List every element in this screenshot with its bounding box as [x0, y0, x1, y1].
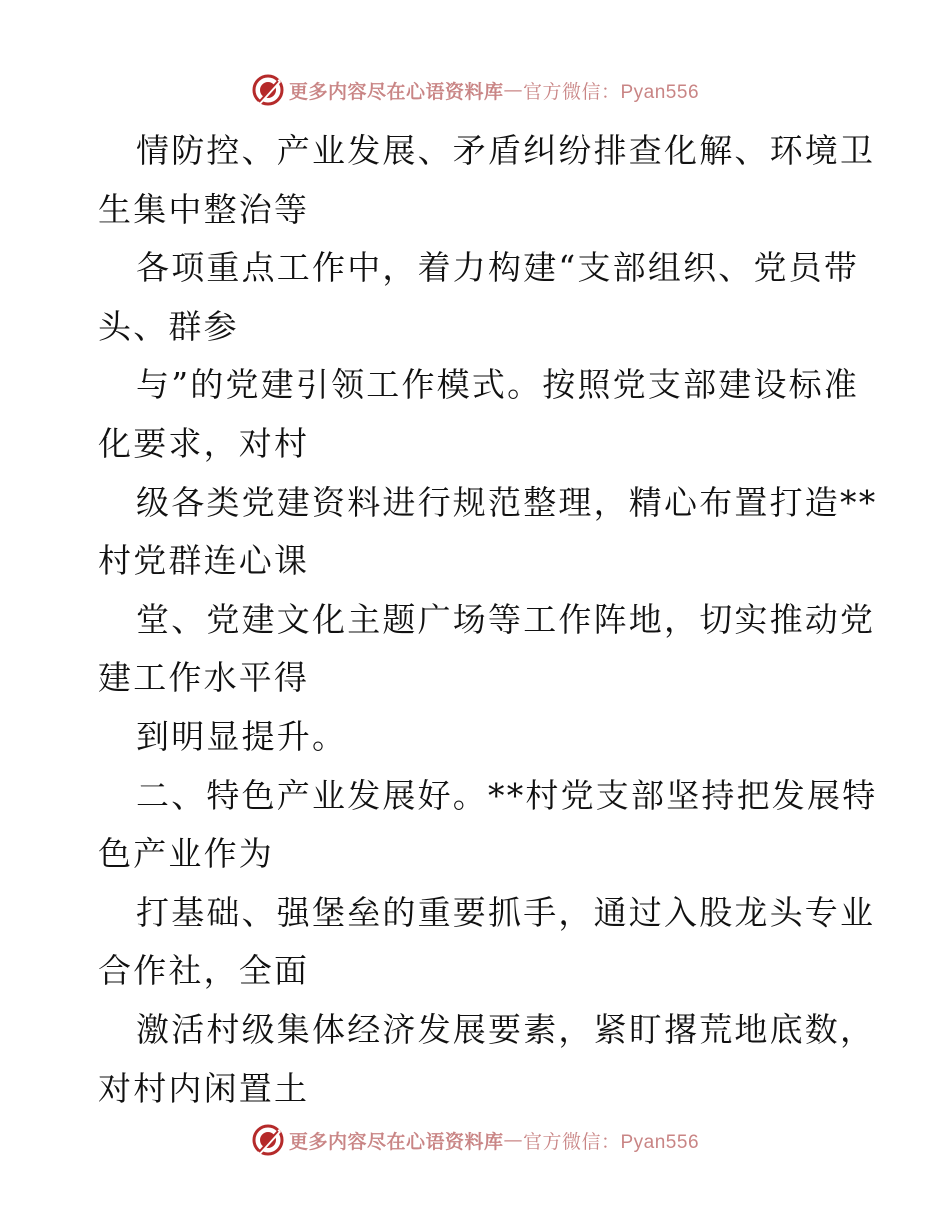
document-body: [98, 122, 878, 1118]
text-line: 二、特色产业发展好。**村党支部坚持把发展特: [136, 775, 878, 815]
footer-contact-text: 官方微信：Pyan556: [523, 1131, 700, 1153]
header-contact-text: 官方微信：Pyan556: [523, 81, 700, 103]
footer-separator: —: [503, 1129, 523, 1151]
header-separator: —: [503, 79, 523, 101]
text-line: 合作社，全面: [98, 951, 310, 991]
text-line: 激活村级集体经济发展要素，紧盯撂荒地底数，: [136, 1009, 876, 1049]
text-line: 色产业作为: [98, 834, 274, 874]
header-banner: [0, 70, 950, 110]
text-line: 生集中整治等: [98, 189, 310, 229]
text-line: 打基础、强堡垒的重要抓手，通过入股龙头专业: [136, 892, 876, 932]
text-line: 各项重点工作中，着力构建“支部组织、党员带: [136, 248, 860, 288]
text-line: 与”的党建引领工作模式。按照党支部建设标准: [136, 365, 860, 405]
quill-logo-icon: [251, 1123, 285, 1157]
text-line: 头、群参: [98, 306, 239, 346]
footer-banner: [0, 1120, 950, 1160]
text-line: 村党群连心课: [98, 541, 310, 581]
header-site-text: 更多内容尽在心语资料库: [288, 80, 504, 103]
text-line: 级各类党建资料进行规范整理，精心布置打造**: [136, 482, 878, 522]
footer-site-text: 更多内容尽在心语资料库: [288, 1130, 504, 1153]
text-line: 化要求，对村: [98, 423, 310, 463]
text-line: 建工作水平得: [98, 658, 310, 698]
quill-logo-icon: [251, 73, 285, 107]
text-line: 到明显提升。: [136, 716, 348, 756]
text-line: 对村内闲置土: [98, 1068, 310, 1108]
text-line: 堂、党建文化主题广场等工作阵地，切实推动党: [136, 599, 876, 639]
text-line: 情防控、产业发展、矛盾纠纷排查化解、环境卫: [136, 131, 876, 170]
